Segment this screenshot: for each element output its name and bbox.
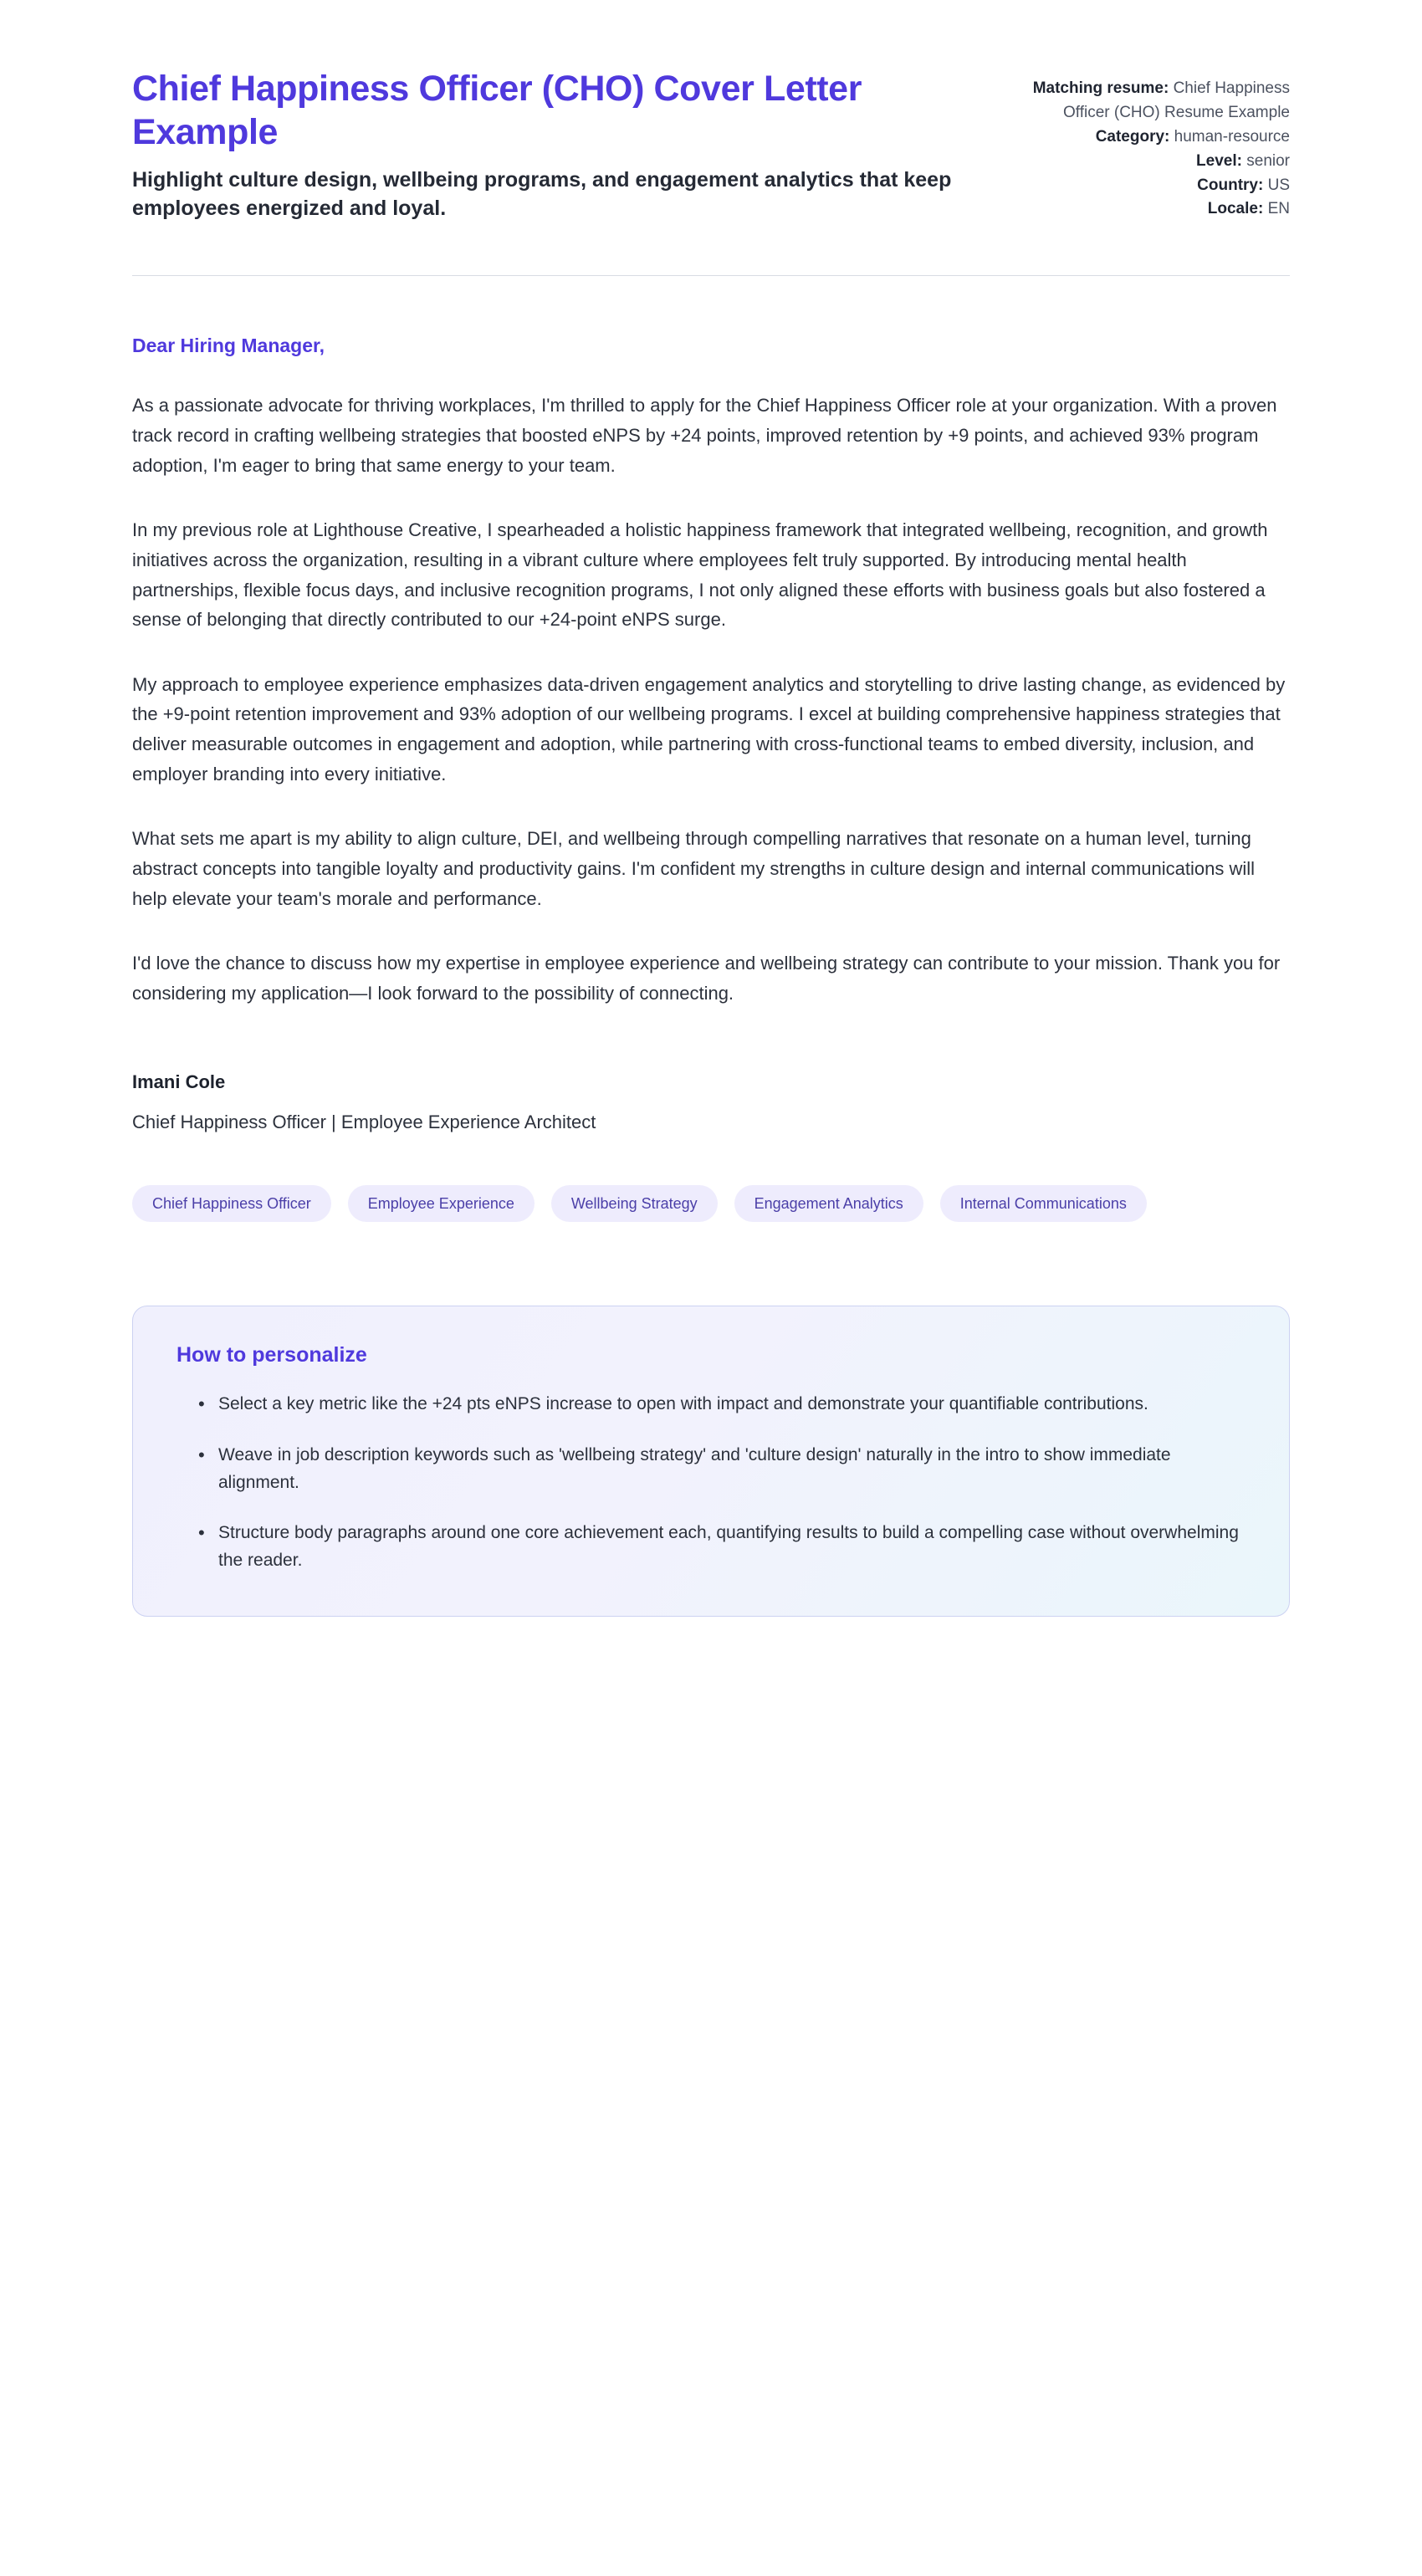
meta-matching-resume-value: Chief Happiness Officer (CHO) Resume Example xyxy=(1063,79,1290,121)
meta-country-label: Country: xyxy=(1197,176,1264,194)
meta-category-value: human-resource xyxy=(1174,127,1290,146)
personalize-tip-box xyxy=(132,1306,1290,1617)
meta-matching-resume-label: Matching resume: xyxy=(1032,79,1169,97)
meta-country-value: US xyxy=(1267,176,1290,194)
letter-paragraph: I'd love the chance to discuss how my expertise in employee experience and wellbeing strategy can contribute to your mission. Thank you for considering my application—I look forward to the possibility of connecting. xyxy=(132,953,1281,1004)
tip-box-title: How to personalize xyxy=(176,1343,367,1367)
meta-level-label: Level: xyxy=(1196,151,1242,170)
letter-paragraph: As a passionate advocate for thriving workplaces, I'm thrilled to apply for the Chief Happiness Officer role at your organization. With a proven track record in crafting wellbeing strategies that boosted eNPS by +24 points, improved retention by +9 points, and achieved 93% program adoption, I'm eager to bring that same energy to your team. xyxy=(132,395,1277,476)
tag-item[interactable]: Chief Happiness Officer xyxy=(132,1185,331,1222)
tip-list-item: • Select a key metric like the +24 pts eNPS increase to open with impact and demonstrate your quantifiable contributions. xyxy=(198,1391,1246,1418)
tag-item[interactable]: Wellbeing Strategy xyxy=(551,1185,718,1222)
meta-category xyxy=(1005,125,1290,150)
letter-salutation: Dear Hiring Manager, xyxy=(132,335,325,357)
letter-paragraph: What sets me apart is my ability to align culture, DEI, and wellbeing through compelling narratives that resonate on a human level, turning abstract concepts into tangible loyalty and productivity gains. I'm confident my strengths in culture design and internal communications will help elevate your team's morale and performance. xyxy=(132,828,1255,909)
signature-role: Chief Happiness Officer | Employee Experience Architect xyxy=(132,1112,596,1133)
letter-body xyxy=(132,335,1290,1133)
letter-paragraph: In my previous role at Lighthouse Creative, I spearheaded a holistic happiness framework that integrated wellbeing, recognition, and growth initiatives across the organization, resulting in a vibrant culture where employees felt truly supported. By introducing mental health partnerships, flexible focus days, and inclusive recognition programs, I not only aligned these efforts with business goals but also fostered a sense of belonging that directly contributed to our +24-point eNPS surge. xyxy=(132,519,1268,631)
meta-locale xyxy=(1005,197,1290,222)
document-header xyxy=(132,67,1290,222)
tag-item[interactable]: Engagement Analytics xyxy=(734,1185,923,1222)
meta-locale-label: Locale: xyxy=(1207,200,1264,218)
letter-paragraph: My approach to employee experience emphasizes data-driven engagement analytics and storytelling to drive lasting change, as evidenced by the +9-point retention improvement and 93% adoption of our wellbeing programs. I excel at building comprehensive happiness strategies that deliver measurable outcomes in engagement and adoption, while partnering with cross-functional teams to embed diversity, inclusion, and employer branding into every initiative. xyxy=(132,673,1286,785)
tip-list xyxy=(176,1391,1246,1574)
meta-locale-value: EN xyxy=(1267,200,1290,218)
meta-category-label: Category: xyxy=(1095,127,1170,146)
tag-item[interactable]: Internal Communications xyxy=(940,1185,1147,1222)
header-divider xyxy=(132,275,1290,276)
tag-item[interactable]: Employee Experience xyxy=(348,1185,535,1222)
meta-matching-resume xyxy=(1005,77,1290,125)
signature-name: Imani Cole xyxy=(132,1071,226,1093)
tag-list xyxy=(132,1185,1245,1222)
meta-level xyxy=(1005,150,1290,174)
tip-list-item: • Structure body paragraphs around one core achievement each, quantifying results to build a compelling case without overwhelming the reader. xyxy=(198,1520,1246,1574)
page-subtitle: Highlight culture design, wellbeing programs, and engagement analytics that keep employees energized and loyal. xyxy=(132,167,952,220)
meta-country xyxy=(1005,174,1290,198)
document-metadata xyxy=(1005,67,1290,222)
page-title: Chief Happiness Officer (CHO) Cover Letter Example xyxy=(132,69,862,153)
meta-level-value: senior xyxy=(1246,151,1290,170)
tip-list-item: • Weave in job description keywords such as 'wellbeing strategy' and 'culture design' naturally in the intro to show immediate alignment. xyxy=(198,1442,1246,1496)
header-text-block xyxy=(132,67,969,222)
